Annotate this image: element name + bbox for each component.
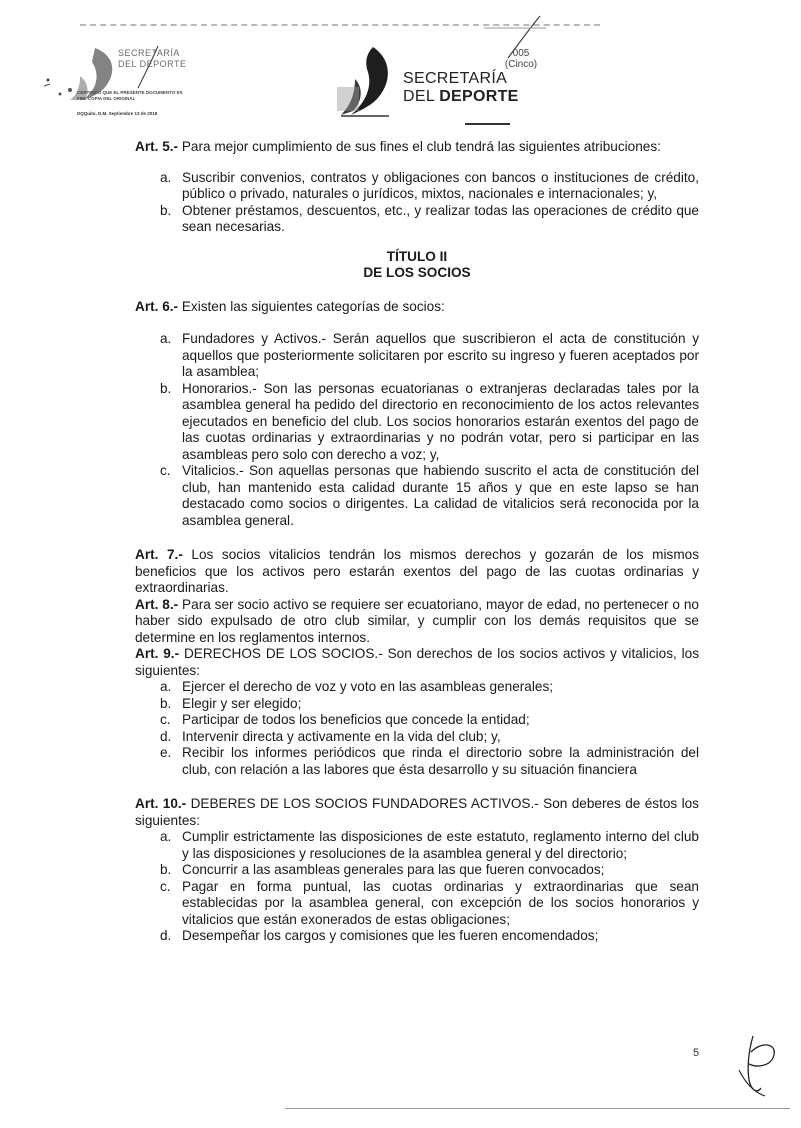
list-marker: a. — [160, 331, 172, 346]
article-10-text: DEBERES DE LOS SOCIOS FUNDADORES ACTIVOS.- Son deberes de éstos los siguientes: — [135, 796, 699, 828]
list-item-text: Fundadores y Activos.- Serán aquellos que suscribieron el acta de constitución y aquellos que posteriormente solicitaren por escrito su ingreso y fueren aceptados por la asamblea; — [182, 331, 699, 379]
article-8 — [135, 597, 699, 647]
article-7-label: Art. 7.- — [135, 547, 183, 562]
list-item-text: Concurrir a las asambleas generales para las que fueren convocados; — [182, 862, 605, 877]
list-item-text: Honorarios.- Son las personas ecuatorianas o extranjeras declaradas tales por la asamblea general ha pedido del directorio en reconocimiento de los actos relevantes ejecutados en beneficio del club. Los socios honorarios estarán exentos del pago de las cuotas ordinarias y extraordinarias y no podrán votar, pero si participar en las asambleas pero solo con derecho a voz; y, — [182, 380, 699, 462]
list-item-text: Vitalicios.- Son aquellas personas que habiendo suscrito el acta de constitución del club, han mantenido esta calidad durante 15 años y que en este lapso se han destacado como socios o dirigentes. La calidad de vitalicios será reconocida por la asamblea general. — [182, 463, 699, 528]
folio-pen-stroke — [480, 14, 550, 64]
list-marker: a. — [160, 679, 172, 694]
title-ii-line-2: DE LOS SOCIOS — [363, 265, 471, 280]
list-item-text: Desempeñar los cargos y comisiones que les fueren encomendados; — [182, 928, 599, 943]
list-item-text: Intervenir directa y activamente en la vida del club; y, — [182, 728, 501, 744]
header-underline — [465, 123, 510, 125]
list-marker: c. — [160, 878, 171, 894]
header-organization-name — [403, 70, 519, 106]
header-org-line-2 — [403, 88, 519, 106]
list-marker: b. — [160, 202, 172, 218]
list-marker: b. — [160, 862, 172, 877]
list-item — [135, 463, 699, 529]
folio-number: 005 — [512, 48, 530, 59]
list-item — [135, 729, 699, 746]
page-number: 5 — [693, 1047, 700, 1059]
list-item-text: Cumplir estrictamente las disposiciones de este estatuto, reglamento interno del club y las disposiciones y resoluciones de la asamblea general y del directorio; — [182, 829, 699, 861]
article-5-label: Art. 5.- — [135, 139, 179, 154]
list-item — [135, 862, 699, 879]
handwritten-initials-signature — [735, 1030, 785, 1100]
article-9-label: Art. 9.- — [135, 646, 180, 661]
list-item — [135, 928, 699, 945]
article-10 — [135, 796, 699, 829]
article-7-text: Los socios vitalicios tendrán los mismos derechos y gozarán de los mismos beneficios que los activos pero estarán exentos del pago de las cuotas ordinarias y extraordinarias. — [135, 547, 699, 595]
secretaria-del-deporte-logo-icon — [333, 45, 403, 121]
document-body — [135, 139, 699, 963]
title-ii-line-1: TÍTULO II — [386, 248, 448, 264]
article-6-label: Art. 6.- — [135, 298, 179, 314]
article-7 — [135, 547, 699, 597]
list-marker: b. — [160, 695, 172, 711]
footer-scan-line — [285, 1108, 790, 1109]
list-item — [135, 879, 699, 929]
article-5-text: Para mejor cumplimiento de sus fines el club tendrá las siguientes atribuciones: — [178, 139, 661, 154]
list-item — [135, 381, 699, 464]
article-10-label: Art. 10.- — [135, 796, 187, 811]
list-item — [135, 712, 699, 729]
stamp-line-2: DEL DEPORTE — [118, 59, 187, 69]
article-9-text: DERECHOS DE LOS SOCIOS.- Son derechos de los socios activos y vitalicios, los siguientes: — [135, 646, 699, 678]
article-8-label: Art. 8.- — [135, 596, 179, 612]
stamp-line-1: SECRETARÍA — [118, 48, 180, 58]
article-6-text: Existen las siguientes categorías de socios: — [178, 298, 445, 314]
list-item-text: Obtener préstamos, descuentos, etc., y realizar todas las operaciones de crédito que sean necesarias. — [182, 202, 699, 234]
article-5 — [135, 139, 699, 156]
list-item — [135, 331, 699, 381]
folio-words: (Cinco) — [504, 59, 538, 70]
stamp-organization — [118, 48, 187, 70]
list-item — [135, 745, 699, 778]
list-item-text: Recibir los informes periódicos que rinda el directorio sobre la administración del club, con relación a las labores que ésta desarrollo y su situación financiera — [182, 745, 699, 777]
list-marker: d. — [160, 928, 172, 943]
list-marker: a. — [160, 829, 172, 844]
article-5-list — [135, 170, 699, 236]
header-org-line-1: SECRETARÍA — [403, 70, 508, 87]
article-6-list — [135, 331, 699, 529]
list-item-text: Pagar en forma puntual, las cuotas ordinarias y extraordinarias que sean establecidas por la asamblea general, con excepción de los socios honorarios y vitalicios que están exonerados de estas obligaciones; — [182, 878, 699, 927]
certification-date: DQQuito, D.M. Septiembre 13 de 2018 — [77, 111, 158, 116]
header-org-prefix: DEL — [403, 88, 440, 105]
list-item — [135, 170, 699, 203]
list-item — [135, 679, 699, 696]
list-item — [135, 696, 699, 713]
article-9-list — [135, 679, 699, 778]
list-marker: a. — [160, 169, 172, 185]
list-marker: c. — [160, 463, 171, 478]
list-marker: b. — [160, 380, 172, 396]
list-marker: c. — [160, 712, 171, 727]
title-ii-heading — [135, 249, 699, 282]
article-10-list — [135, 829, 699, 945]
list-item — [135, 829, 699, 862]
certification-text: CERTIFICO QUE EL PRESENTE DOCUMENTO ES FIEL COPIA DEL ORIGINAL — [77, 90, 183, 101]
header-org-bold: DEPORTE — [439, 88, 519, 105]
list-item-text: Elegir y ser elegido; — [182, 695, 302, 711]
list-item — [135, 203, 699, 236]
article-9 — [135, 646, 699, 679]
list-item-text: Ejercer el derecho de voz y voto en las asambleas generales; — [182, 679, 554, 694]
list-marker: d. — [160, 728, 172, 744]
list-marker: e. — [160, 745, 172, 760]
article-6 — [135, 299, 699, 316]
list-item-text: Participar de todos los beneficios que concede la entidad; — [182, 712, 530, 727]
article-8-text: Para ser socio activo se requiere ser ecuatoriano, mayor de edad, no pertenecer o no haber sido expulsado de otro club similar, y cumplir con los demás requisitos que se determine en los reglamentos internos. — [135, 596, 699, 645]
list-item-text: Suscribir convenios, contratos y obligaciones con bancos o instituciones de crédito, público o privado, naturales o jurídicos, mixtos, nacionales e internacionales; y, — [182, 169, 699, 201]
